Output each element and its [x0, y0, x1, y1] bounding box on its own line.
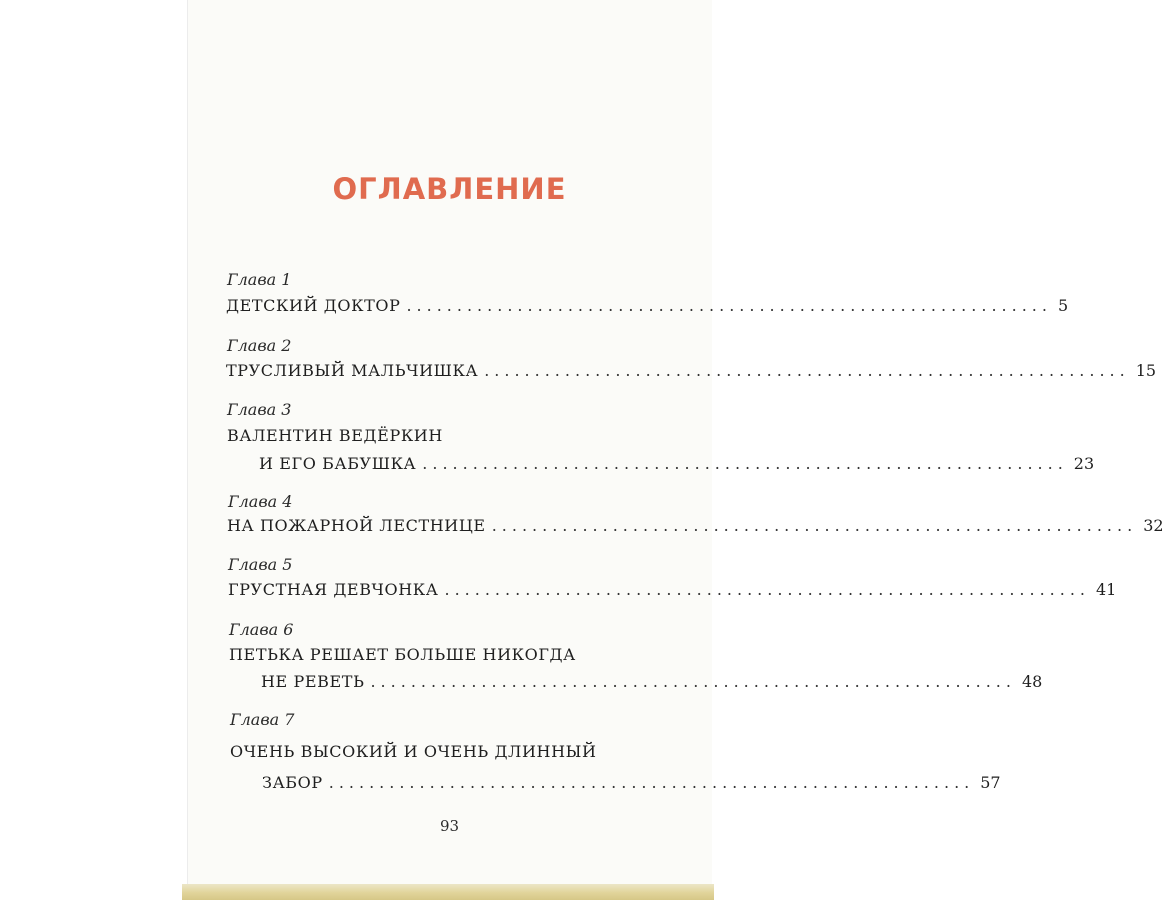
toc-entry-page: 15 [1135, 361, 1157, 380]
toc-entry-page: 57 [980, 773, 1001, 792]
chapter-label-1: Глава 1 [227, 270, 292, 289]
toc-entry-2 [226, 361, 1157, 380]
dot-leader: ................................................................ [328, 773, 975, 792]
dot-leader: ................................................................ [422, 454, 1068, 473]
toc-entry-title-line1: ПЕТЬКА РЕШАЕТ БОЛЬШЕ НИКОГДА [229, 645, 576, 664]
page-edge [182, 884, 714, 900]
dot-leader: ................................................................ [444, 580, 1090, 599]
toc-entry-title: ГРУСТНАЯ ДЕВЧОНКА [228, 580, 439, 599]
page-number: 93 [439, 817, 460, 835]
dot-leader: ................................................................ [370, 672, 1016, 691]
toc-entry-title: ТРУСЛИВЫЙ МАЛЬЧИШКА [226, 361, 479, 380]
dot-leader: ................................................................ [406, 296, 1052, 315]
chapter-label-7: Глава 7 [230, 710, 295, 729]
toc-entry-5 [228, 580, 1117, 599]
chapter-label-2: Глава 2 [227, 336, 292, 355]
toc-entry-title-line2: ЗАБОР [262, 773, 323, 792]
toc-entry-4 [227, 516, 1164, 535]
chapter-label-4: Глава 4 [228, 492, 293, 511]
toc-entry-page: 23 [1073, 454, 1095, 473]
toc-entry-6 [261, 672, 1043, 691]
dot-leader: ................................................................ [484, 361, 1130, 380]
toc-entry-title-line2: НЕ РЕВЕТЬ [261, 672, 365, 691]
dot-leader: ................................................................ [491, 516, 1138, 535]
chapter-label-5: Глава 5 [228, 555, 293, 574]
toc-entry-3 [259, 454, 1095, 473]
toc-entry-page: 5 [1057, 296, 1069, 315]
toc-entry-title: ДЕТСКИЙ ДОКТОР [226, 296, 401, 315]
toc-entry-title-line1: ВАЛЕНТИН ВЕДЁРКИН [227, 426, 443, 445]
toc-title: ОГЛАВЛЕНИЕ [332, 172, 567, 206]
chapter-label-6: Глава 6 [229, 620, 294, 639]
toc-entry-page: 32 [1143, 516, 1164, 535]
toc-entry-page: 48 [1021, 672, 1043, 691]
toc-entry-1 [226, 296, 1069, 315]
toc-entry-title-line1: ОЧЕНЬ ВЫСОКИЙ И ОЧЕНЬ ДЛИННЫЙ [230, 742, 597, 761]
toc-entry-page: 41 [1096, 580, 1117, 599]
toc-entry-7 [262, 773, 1001, 792]
chapter-label-3: Глава 3 [227, 400, 292, 419]
toc-entry-title: НА ПОЖАРНОЙ ЛЕСТНИЦЕ [227, 516, 486, 535]
toc-entry-title-line2: И ЕГО БАБУШКА [259, 454, 417, 473]
